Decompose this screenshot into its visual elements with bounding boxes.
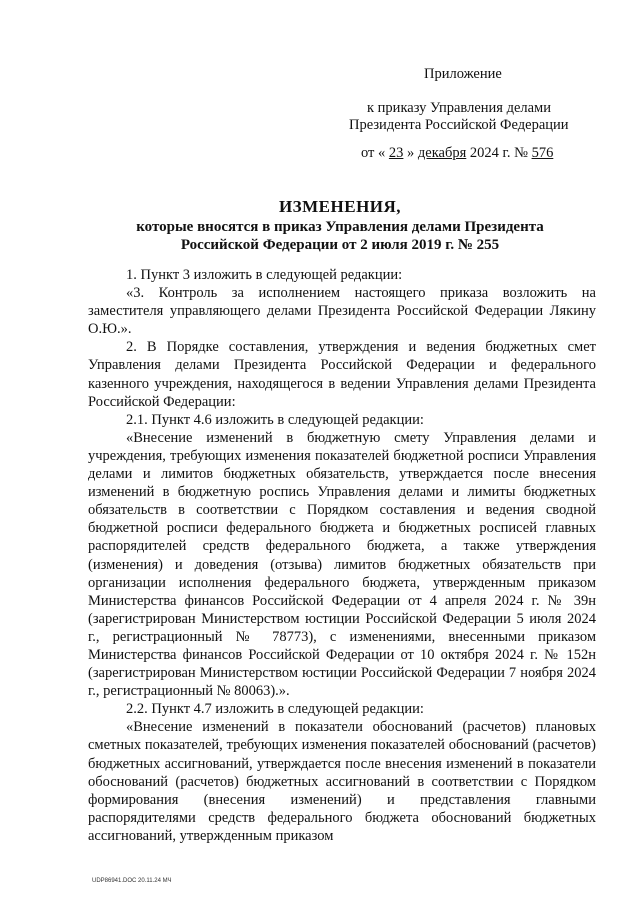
- document-body: [88, 266, 596, 845]
- paragraph-item-2-2-text: «Внесение изменений в показатели обоснований (расчетов) плановых сметных показателей, требующих изменения показателей обоснований (расчетов) бюджетных ассигнований, утверждается после внесения изменений в показатели обоснований (расчетов) бюджетных ассигнований в соответствии с Порядком формирования (внесения изменений) и представления главными распорядителями средств федерального бюджета обоснований бюджетных ассигнований, утвержденным приказом: [88, 719, 596, 844]
- date-number: 576: [531, 145, 554, 161]
- date-month: декабря: [417, 145, 467, 161]
- paragraph-item-2-1-text: «Внесение изменений в бюджетную смету Управления делами и учреждения, требующих изменения показателей бюджетной росписи Управления делами и лимитов бюджетных обязательств, утверждается после внесения изменений в бюджетную роспись Управления делами и лимиты бюджетных обязательств в соответствии с Порядком составления и ведения сводной бюджетной росписи федерального бюджета и бюджетных росписей главных распорядителей средств федерального бюджета, а также утверждения (изменения) и доведения (отзыва) лимитов бюджетных обязательств при организации исполнения федерального бюджета, утвержденным приказом Министерства финансов Российской Федерации от 4 апреля 2024 г. № 39н (зарегистрирован Министерством юстиции Российской Федерации 5 июля 2024 г., регистрационный № 78773), с изменениями, внесенными приказом Министерства финансов Российской Федерации от 10 октября 2024 г. № 152н (зарегистрирован Министерством юстиции Российской Федерации 7 ноября 2024 г., регистрационный № 80063).».: [88, 429, 596, 700]
- appendix-title: Приложение: [424, 66, 502, 82]
- paragraph-item-1-text: «3. Контроль за исполнением настоящего приказа возложить на заместителя управляющего делами Президента Российской Федерации Лякину О.Ю.».: [88, 285, 596, 338]
- file-footer: UDP86941.DOC 20.11.24 МЧ: [92, 878, 172, 884]
- paragraph-item-2-1: 2.1. Пункт 4.6 изложить в следующей редакции:: [126, 411, 424, 428]
- document-subtitle-line2: Российской Федерации от 2 июля 2019 г. № 255: [180, 237, 500, 253]
- paragraph-item-1: 1. Пункт 3 изложить в следующей редакции:: [126, 267, 403, 283]
- paragraph-item-2-2: 2.2. Пункт 4.7 изложить в следующей редакции:: [126, 701, 424, 718]
- document-subtitle-line1: которые вносятся в приказ Управления делами Президента: [136, 219, 544, 235]
- appendix-line-president: Президента Российской Федерации: [349, 117, 569, 133]
- appendix-date-line: [361, 145, 553, 162]
- paragraph-item-2: 2. В Порядке составления, утверждения и ведения бюджетных смет Управления делами Президента Российской Федерации и федерального казенного учреждения, находящегося в ведении Управления делами Президента Российской Федерации:: [88, 339, 596, 410]
- date-prefix: от «: [361, 145, 386, 161]
- document-title: ИЗМЕНЕНИЯ,: [278, 197, 402, 216]
- date-mid: »: [407, 145, 415, 161]
- date-day: 23: [388, 145, 404, 161]
- appendix-line-order: к приказу Управления делами: [367, 100, 551, 116]
- date-year: 2024 г. №: [469, 145, 528, 161]
